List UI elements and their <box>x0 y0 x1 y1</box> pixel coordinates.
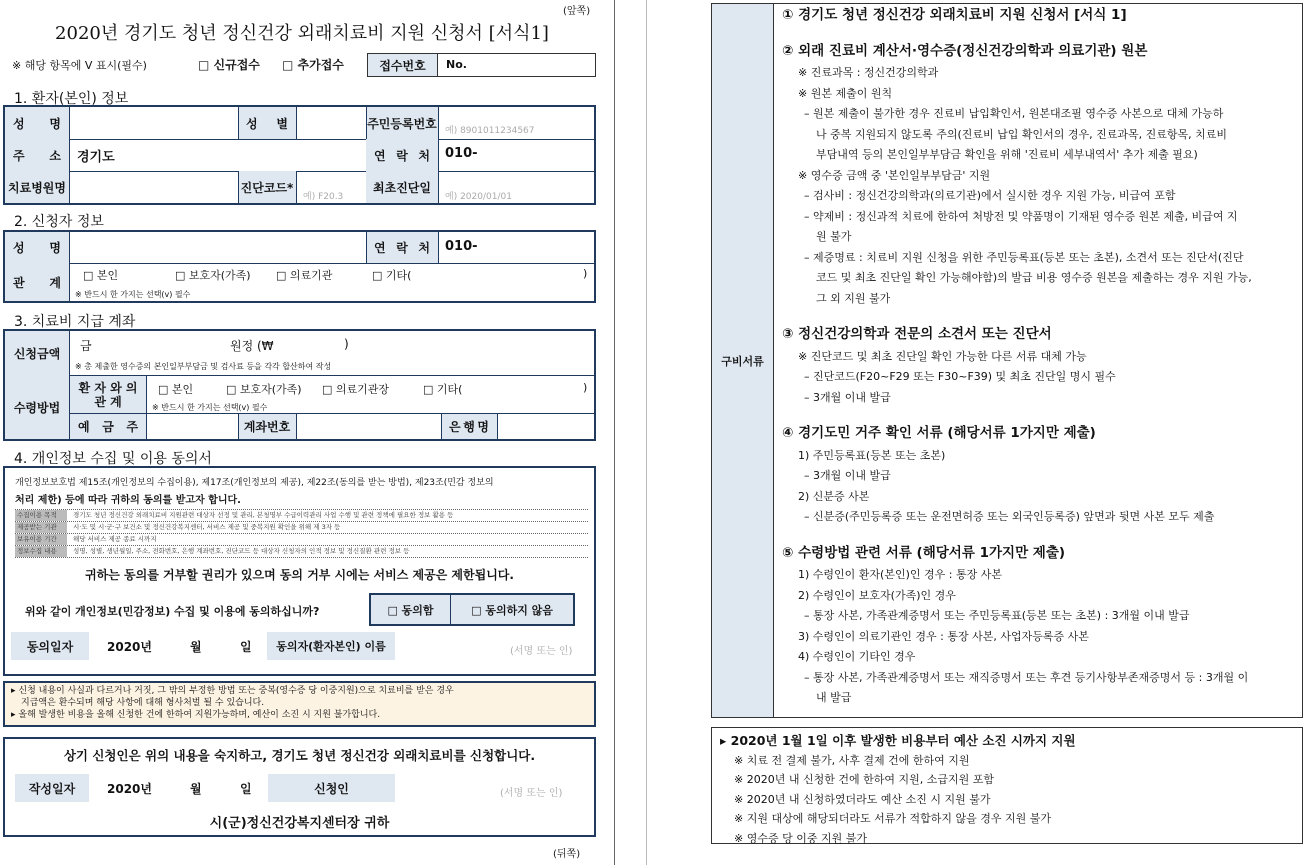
document-line: 4) 수령인이 기타인 경우 <box>798 650 916 663</box>
privacy-intro-line1: 개인정보보호법 제15조(개인정보의 수집이용), 제17조(개인정보의 제공), 제22조(동의를 받는 방법), 제23조(민감 정보의 <box>15 478 494 488</box>
patient-address-label: 주 소 <box>5 139 69 171</box>
privacy-row-label: 정보수집 내용 <box>15 546 67 557</box>
diagnosis-code-label: 진단코드* <box>238 171 296 203</box>
document-line: 2) 신분증 사본 <box>798 489 870 503</box>
privacy-intro-line2: 처리 제한) 등에 따라 귀하의 동의를 받고자 합니다. <box>15 495 241 506</box>
patient-info-table <box>3 105 596 205</box>
privacy-row-retention <box>15 534 588 546</box>
support-notice-item: ※ 2020년 내 신청한 건에 한하여 지원, 소급지원 포함 <box>734 773 994 786</box>
patient-rrn-label: 주민등록번호 <box>366 107 438 139</box>
required-documents-label: 구비서류 <box>721 354 764 368</box>
patient-contact-value[interactable]: 010- <box>445 146 478 161</box>
support-notice-title: ▸ 2020년 1월 1일 이후 발생한 비용부터 예산 소진 시까지 지원 <box>720 733 1076 748</box>
document-line: 원 불가 <box>816 230 852 243</box>
applicant-relation-label: 관 계 <box>5 263 69 301</box>
account-holder-label: 예 금 주 <box>70 414 146 439</box>
front-label: (앞쪽) <box>563 6 591 17</box>
account-number-label: 계좌번호 <box>238 414 296 439</box>
privacy-detail-table <box>15 509 588 558</box>
document-line: ※ 영수증 금액 중 '본인일부부담금' 지원 <box>798 168 991 182</box>
consent-signature-hint[interactable]: (서명 또는 인) <box>510 646 573 657</box>
document-line: – 신분증(주민등록증 또는 운전면허증 또는 외국인등록증) 앞면과 뒷면 사본 모두 제출 <box>804 510 1215 523</box>
receipt-number-value[interactable]: No. <box>446 58 467 71</box>
document-section-heading: ③ 정신건강의학과 전문의 소견서 또는 진단서 <box>782 326 1052 342</box>
patient-contact-label: 연 락 처 <box>366 139 438 171</box>
patient-relation-label <box>70 376 146 413</box>
applicant-info-table <box>3 230 596 303</box>
document-line: – 통장 사본, 가족관계증명서 또는 주민등록표(등본 또는 초본) : 3개월 이내 발급 <box>804 609 1190 622</box>
payee-relation-other[interactable]: □ 기타( <box>423 383 463 396</box>
receive-method-label: 수령방법 <box>5 375 69 439</box>
patient-gender-label: 성 별 <box>238 107 296 139</box>
consent-day: 일 <box>240 640 252 654</box>
consenter-name-label: 동의자(환자본인) 이름 <box>267 632 395 660</box>
right-page-edge <box>646 0 647 865</box>
written-year: 2020년 <box>107 782 152 796</box>
privacy-row-text: 해당 서비스 제공 종료 시까지 <box>73 535 157 543</box>
closing-addressee: 시(군)정신건강복지센터장 귀하 <box>209 816 390 831</box>
applicant-relation-medical[interactable]: □ 의료기관 <box>276 269 333 282</box>
payee-relation-other-close: ) <box>583 381 588 394</box>
document-line: ※ 진단코드 및 최초 진단일 확인 가능한 다른 서류 대체 가능 <box>798 349 1087 363</box>
consent-date-label: 동의일자 <box>11 632 89 660</box>
checkbox-new-intake[interactable]: □ 신규접수 <box>198 58 260 72</box>
receipt-number-label: 접수번호 <box>368 54 438 76</box>
privacy-row-label: 제공받는 기관 <box>15 522 67 533</box>
patient-rrn-placeholder[interactable]: 예) 8901011234567 <box>445 126 535 136</box>
document-line: 코드 및 최초 진단일 확인 가능해야함)의 발급 비용 영수증 원본을 제출하는 경우 지원 가능, <box>816 271 1252 284</box>
agree-checkbox[interactable]: □ 동의함 <box>371 595 451 624</box>
document-line: – 3개월 이내 발급 <box>804 390 891 404</box>
receipt-number-box <box>367 53 596 77</box>
amount-label: 신청금액 <box>5 331 69 375</box>
consent-choice-box <box>369 593 575 626</box>
document-line: 나 중복 지원되지 않도록 주의(진료비 납입 확인서의 경우, 진료과목, 진료항목, 치료비 <box>816 127 1228 141</box>
amount-suffix: 원정 (₩ <box>230 339 274 353</box>
document-line: – 진단코드(F20~F29 또는 F30~F39) 및 최초 진단일 명시 필수 <box>804 370 1116 383</box>
document-line: 1) 주민등록표(등본 또는 초본) <box>798 448 946 462</box>
consent-question: 위와 같이 개인정보(민감정보) 수집 및 이용에 동의하십니까? <box>25 605 320 618</box>
document-line: 2) 수령인이 보호자(가족)인 경우 <box>798 588 956 602</box>
support-notice-item: ※ 지원 대상에 해당되더라도 서류가 적합하지 않을 경우 지원 불가 <box>734 812 1051 825</box>
document-section-heading: ④ 경기도민 거주 확인 서류 (해당서류 1가지만 제출) <box>782 425 1096 441</box>
document-line: ※ 원본 제출이 원칙 <box>798 86 893 100</box>
back-label: (뒤쪽) <box>553 849 581 860</box>
payee-relation-note: ※ 반드시 한 가지는 선택(v) 필수 <box>152 403 268 412</box>
payee-relation-guardian[interactable]: □ 보호자(가족) <box>226 383 302 396</box>
document-line: 부담내역 등의 본인일부부담금 확인을 위해 '진료비 세부내역서' 추가 제출 필요) <box>816 148 1198 161</box>
applicant-relation-guardian[interactable]: □ 보호자(가족) <box>175 269 251 282</box>
applicant-signature-label: 신청인 <box>268 774 395 802</box>
privacy-row-text: 성명, 성별, 생년월일, 주소, 전화번호, 은행 계좌번호, 진단코드 등 대상자 신청자의 인적 정보 및 정신질환 관련 정보 등 <box>73 547 410 555</box>
document-line: 그 외 지원 불가 <box>816 291 891 305</box>
consent-month: 월 <box>190 640 202 654</box>
privacy-row-recipient <box>15 522 588 534</box>
page-title: 2020년 경기도 청년 정신건강 외래치료비 지원 신청서 [서식1] <box>55 23 549 44</box>
applicant-contact-label: 연 락 처 <box>366 232 438 263</box>
required-documents-content <box>782 5 1300 709</box>
payment-account-table <box>3 329 596 441</box>
section1-heading: 1. 환자(본인) 정보 <box>14 91 129 107</box>
written-month: 월 <box>190 782 202 796</box>
patient-name-label: 성 명 <box>5 107 69 139</box>
written-day: 일 <box>240 782 252 796</box>
privacy-row-text: 경기도 청년 정신건강 외래치료비 지원관련 대상자 선정 및 관리, 본청명부 수급이력관리 사업 수행 및 관련 정책에 필요한 정보 활용 등 <box>73 511 454 519</box>
applicant-relation-self[interactable]: □ 본인 <box>83 269 119 282</box>
required-documents-label-cell <box>712 4 774 717</box>
applicant-relation-note: ※ 반드시 한 가지는 선택(v) 필수 <box>75 290 191 299</box>
document-line: 3) 수령인이 의료기관인 경우 : 통장 사본, 사업자등록증 사본 <box>798 629 1089 643</box>
section4-heading: 4. 개인정보 수집 및 이용 동의서 <box>14 451 212 467</box>
first-diagnosis-placeholder[interactable]: 예) 2020/01/01 <box>445 192 512 202</box>
privacy-consent-box <box>3 466 596 676</box>
document-section-heading: ⑤ 수령방법 관련 서류 (해당서류 1가지만 제출) <box>782 544 1066 561</box>
privacy-row-text: 시·도 및 시·군·구 보건소 및 정신건강복지센터, 서비스 제공 및 중복지원 확인을 위해 제 3자 등 <box>73 523 341 531</box>
patient-relation-label-text: 환 자 와 의 관 계 <box>78 380 138 409</box>
closing-statement: 상기 신청인은 위의 내용을 숙지하고, 경기도 청년 정신건강 외래치료비를 신청합니다. <box>63 748 536 763</box>
privacy-row-label: 보유이용 기간 <box>15 534 67 545</box>
privacy-row-label: 수집이용 목적 <box>15 510 67 521</box>
support-notice-item: ※ 영수증 당 이중 지원 불가 <box>734 831 867 845</box>
amount-close: ) <box>344 337 349 351</box>
payee-relation-self[interactable]: □ 본인 <box>158 383 194 396</box>
left-page-edge <box>614 0 615 865</box>
applicant-name-label: 성 명 <box>5 232 69 263</box>
written-date-label: 작성일자 <box>15 774 89 802</box>
privacy-row-purpose <box>15 510 588 522</box>
section2-heading: 2. 신청자 정보 <box>14 214 104 230</box>
document-section-heading: ② 외래 진료비 계산서·영수증(정신건강의학과 의료기관) 원본 <box>782 42 1148 59</box>
intake-instruction: ※ 해당 항목에 V 표시(필수) <box>12 59 147 72</box>
warning-line3: ▸ 올해 발생한 비용을 올해 신청한 건에 한하여 지원가능하며, 예산이 소진 시 지원 불가합니다. <box>11 710 381 720</box>
closing-box <box>3 737 596 837</box>
applicant-relation-other-close: ) <box>583 267 588 280</box>
applicant-contact-value[interactable]: 010- <box>445 239 478 254</box>
required-documents-table <box>711 3 1303 718</box>
applicant-relation-other[interactable]: □ 기타( <box>372 269 412 282</box>
support-notice-item: ※ 치료 전 결제 불가, 사후 결제 건에 한하여 지원 <box>734 753 970 767</box>
warning-box <box>3 681 596 727</box>
amount-note: ※ 총 제출한 영수증의 본인일부부담금 및 검사료 등을 각각 합산하여 작성 <box>75 362 332 371</box>
bank-name-label: 은 행 명 <box>441 414 497 439</box>
warning-line1: ▸ 신청 내용이 사실과 다르거나 거짓, 그 밖의 부정한 방법 또는 중복(영수증 당 이중지원)으로 치료비를 받은 경우 <box>11 686 454 696</box>
support-notice-box <box>711 727 1303 844</box>
document-line: – 제증명료 : 치료비 지원 신청을 위한 주민등록표(등본 또는 초본), 소견서 또는 진단서(진단 <box>804 250 1244 264</box>
document-line: – 원본 제출이 불가한 경우 진료비 납입확인서, 원본대조필 영수증 사본으로 대체 가능하 <box>804 107 1224 120</box>
document-line: – 3개월 이내 발급 <box>804 469 891 482</box>
document-line: – 검사비 : 정신건강의학과(의료기관)에서 실시한 경우 지원 가능, 비급여 포함 <box>804 189 1176 202</box>
disagree-checkbox[interactable]: □ 동의하지 않음 <box>471 603 553 617</box>
document-section-heading: ① 경기도 청년 정신건강 외래치료비 지원 신청서 [서식 1] <box>782 7 1127 23</box>
document-line: ※ 진료과목 : 정신건강의학과 <box>798 66 939 79</box>
amount-prefix: 금 <box>80 339 92 353</box>
warning-line2: 지급액은 환수되며 해당 사항에 대해 형사처벌 될 수 있습니다. <box>21 698 265 708</box>
diagnosis-code-placeholder[interactable]: 예) F20.3 <box>303 192 344 202</box>
privacy-row-content <box>15 546 588 558</box>
document-line: – 약제비 : 정신과적 치료에 한하여 처방전 및 약품명이 기재된 영수증 원본 제출, 비급여 지 <box>804 209 1238 223</box>
section3-heading: 3. 치료비 지급 계좌 <box>14 314 136 330</box>
patient-address-value[interactable]: 경기도 <box>77 150 115 165</box>
closing-signature-hint[interactable]: (서명 또는 인) <box>500 788 563 799</box>
refuse-notice: 귀하는 동의를 거부할 권리가 있으며 동의 거부 시에는 서비스 제공은 제한됩니다. <box>85 568 514 582</box>
document-line: 1) 수령인이 환자(본인)인 경우 : 통장 사본 <box>798 568 1002 581</box>
support-notice-item: ※ 2020년 내 신청하였더라도 예산 소진 시 지원 불가 <box>734 792 991 806</box>
payee-relation-medical-head[interactable]: □ 의료기관장 <box>322 383 390 396</box>
document-line: – 통장 사본, 가족관계증명서 또는 재직증명서 또는 후견 등기사항부존재증명서 등 : 3개월 이 <box>804 670 1249 684</box>
first-diagnosis-label: 최초진단일 <box>366 171 438 203</box>
document-line: 내 발급 <box>816 691 852 704</box>
checkbox-additional-intake[interactable]: □ 추가접수 <box>282 58 344 72</box>
consent-year: 2020년 <box>107 640 152 654</box>
hospital-name-label: 치료병원명 <box>5 171 69 203</box>
